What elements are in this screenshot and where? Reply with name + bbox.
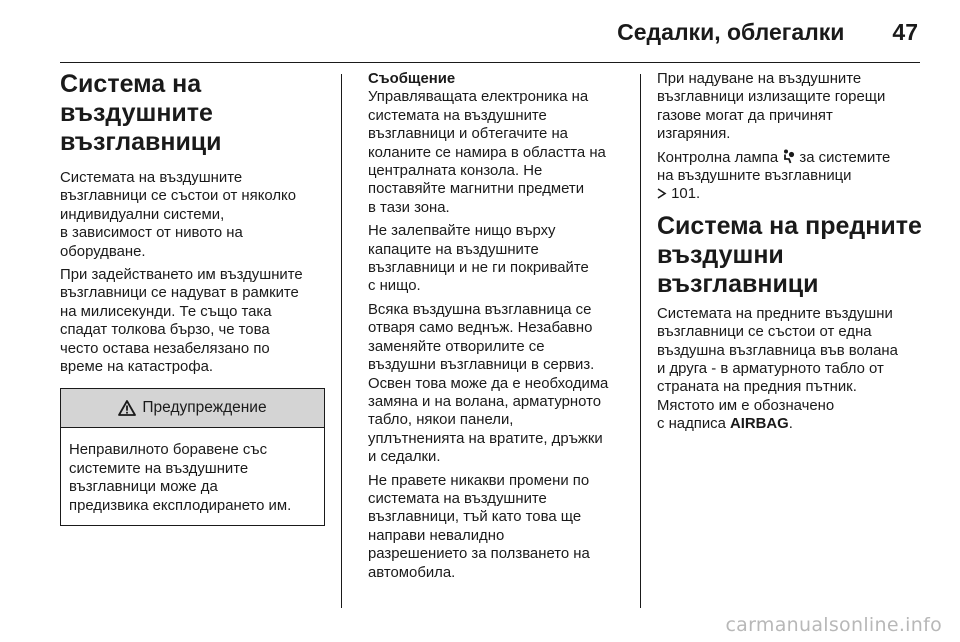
airbag-label: AIRBAG	[730, 416, 789, 433]
warning-header	[61, 389, 324, 428]
paragraph: Не правете никакви промени по системата на въздушните възглавници, тъй като това ще направи невалидно разрешението за ползването на автомобила.	[368, 472, 590, 581]
section-heading-front-airbags: Система на предните въздушни възглавници	[657, 211, 922, 298]
warning-triangle-icon	[118, 400, 136, 416]
paragraph: Всяка въздушна възглавница се отваря само веднъж. Незабавно заменяйте отворилите се въздушни възглавници в сервиз. Освен това може да е необходима замяна и на волана, арматурното табло, някои панели, уплътненията на вратите, дръжки и седалки.	[368, 301, 609, 466]
section-heading-airbag-system: Система на въздушните възглавници	[60, 70, 222, 156]
page-reference-icon	[657, 188, 667, 199]
notice-heading: Съобщение	[368, 71, 456, 87]
left-column	[60, 70, 325, 526]
airbag-seat-icon	[782, 149, 795, 164]
header-rule	[60, 62, 920, 63]
paragraph: Системата на въздушните възглавници се състои от няколко индивидуални системи, в зависимост от нивото на оборудване.	[60, 170, 296, 260]
middle-column	[368, 70, 630, 587]
right-column	[657, 70, 927, 439]
paragraph: При задействането им въздушните възглавници се надуват в рамките на милисекунди. Те също така спадат толкова бързо, че това често остава незабелязано по време на катастрофа.	[60, 267, 303, 376]
page-number: 47	[892, 18, 918, 45]
paragraph: Управляващата електроника на системата на въздушните възглавници и обтегачите на коланите се намира в областта на централната конзола. Не поставяйте магнитни предмети в тази зона.	[368, 89, 606, 216]
column-divider-left	[341, 74, 342, 608]
warning-text: Неправилното боравене със системите на въздушните възглавници може да предизвика експлодирането им.	[69, 442, 292, 514]
watermark: carmanualsonline.info	[725, 614, 942, 636]
column-divider-right	[640, 74, 641, 608]
page-header	[0, 14, 918, 50]
paragraph: Не залепвайте нищо върху капаците на въздушните възглавници и не ги покривайте с нищо.	[368, 223, 589, 295]
warning-box	[60, 388, 325, 526]
paragraph-control-lamp: Контролна лампа за системите на въздушните възглавници 101.	[657, 149, 891, 203]
paragraph: При надуване на въздушните възглавници излизащите горещи газове могат да причинят изгаряния.	[657, 71, 886, 143]
paragraph: Системата на предните въздушни възглавници се състои от една въздушна възглавница във волана и друга - в арматурното табло от страната на предния пътник. Мястото им е обозначено с надписа AIRBAG.	[657, 305, 898, 433]
warning-title: Предупреждение	[142, 399, 267, 417]
page-reference[interactable]: 101	[671, 186, 696, 203]
section-title: Седалки, облегалки	[617, 18, 845, 45]
